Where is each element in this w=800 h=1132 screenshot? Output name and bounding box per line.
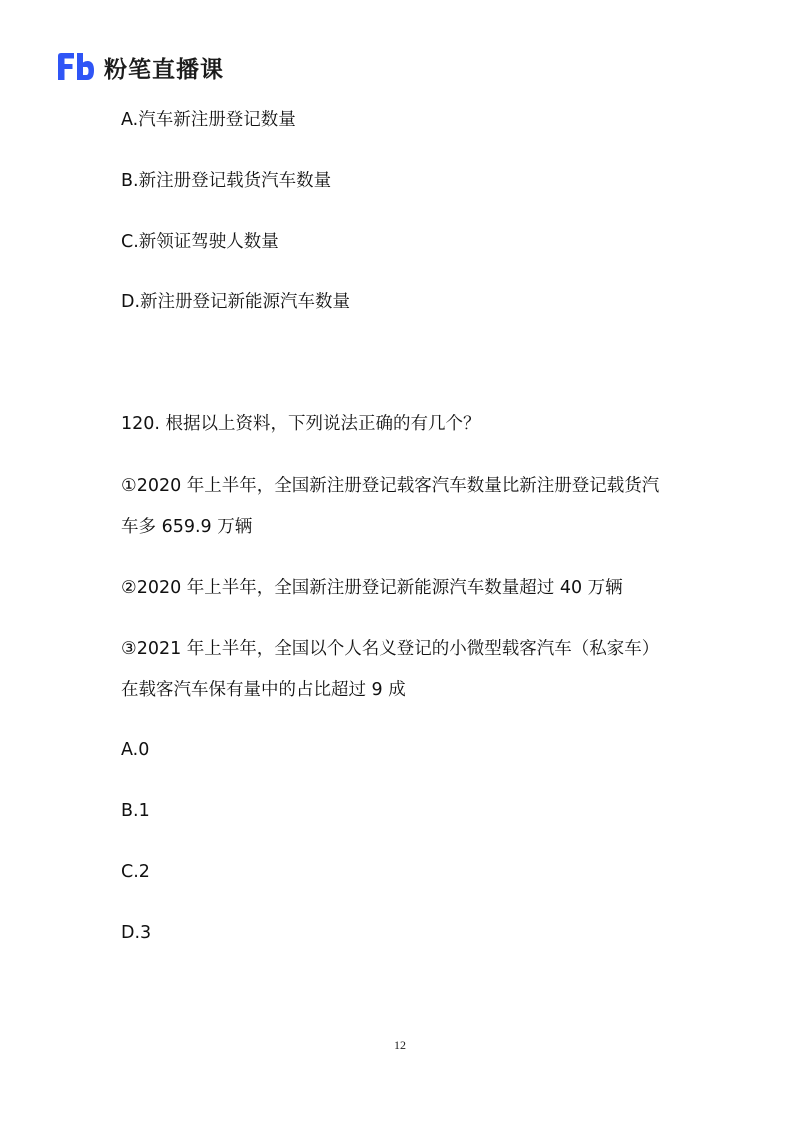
answer-option-a: A.0 [121, 740, 150, 760]
option-a: A.汽车新注册登记数量 [121, 110, 296, 130]
answer-option-b: B.1 [121, 801, 150, 821]
statement-3-line-2: 在载客汽车保有量中的占比超过 9 成 [121, 680, 406, 700]
answer-option-c: C.2 [121, 862, 150, 882]
statement-1-line-1: ①2020 年上半年，全国新注册登记载客汽车数量比新注册登记载货汽 [121, 476, 660, 496]
statement-1-line-2: 车多 659.9 万辆 [121, 517, 253, 537]
fb-logo-icon [56, 50, 96, 84]
statement-3-line-1: ③2021 年上半年，全国以个人名义登记的小微型载客汽车（私家车） [121, 639, 660, 659]
brand-name: 粉笔直播课 [104, 56, 224, 83]
statement-2: ②2020 年上半年，全国新注册登记新能源汽车数量超过 40 万辆 [121, 578, 623, 598]
option-b: B.新注册登记载货汽车数量 [121, 171, 332, 191]
option-c: C.新领证驾驶人数量 [121, 232, 279, 252]
option-d: D.新注册登记新能源汽车数量 [121, 292, 351, 312]
question-stem: 120. 根据以上资料，下列说法正确的有几个？ [121, 414, 481, 434]
page-number: 12 [394, 1038, 406, 1052]
answer-option-d: D.3 [121, 923, 152, 943]
header [56, 50, 224, 84]
